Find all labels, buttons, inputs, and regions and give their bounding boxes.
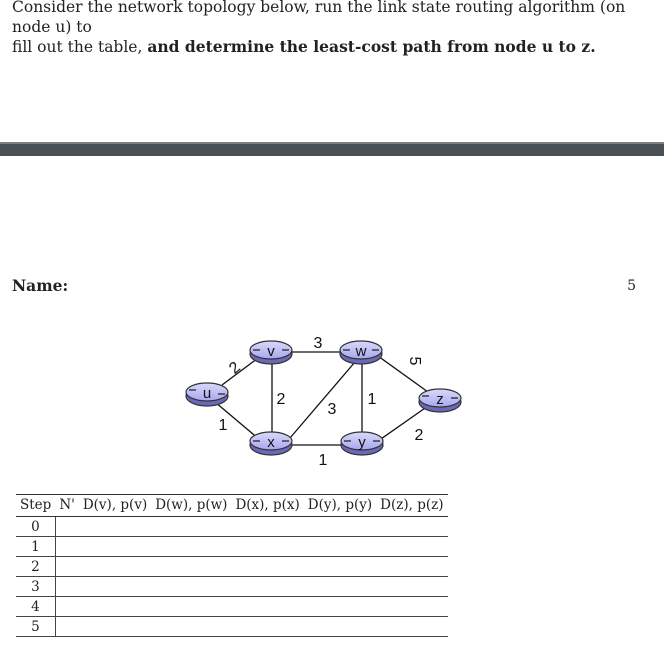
nprime-cell[interactable] [55,517,79,537]
x-cell[interactable] [231,537,303,557]
table-row [16,577,448,597]
nprime-cell[interactable] [55,537,79,557]
y-cell[interactable] [304,537,376,557]
cost-u-x: 1 [218,417,228,434]
cost-x-y: 1 [318,452,328,469]
z-cell[interactable] [376,577,447,597]
nprime-cell[interactable] [55,617,79,637]
col-z: D(z), p(z) [376,495,447,517]
table-row [16,557,448,577]
table-row [16,537,448,557]
nprime-cell[interactable] [55,577,79,597]
edge-x-w [290,362,355,438]
z-cell[interactable] [376,517,447,537]
cost-v-w: 3 [313,335,323,352]
w-cell[interactable] [151,577,231,597]
y-cell[interactable] [304,557,376,577]
nprime-cell[interactable] [55,557,79,577]
col-nprime: N' [55,495,79,517]
x-cell[interactable] [231,577,303,597]
question-line-1: Consider the network topology below, run the link state routing algorithm (on node u) to [12,0,626,36]
question-line-2-bold: and determine the least-cost path from node u to z. [147,37,596,56]
col-v: D(v), p(v) [79,495,151,517]
y-cell[interactable] [304,617,376,637]
table-row [16,517,448,537]
cost-w-z: 5 [406,356,423,366]
router-u-label: u [202,385,212,402]
name-label: Name: [12,276,69,295]
table-row [16,617,448,637]
w-cell[interactable] [151,537,231,557]
col-x: D(x), p(x) [231,495,303,517]
step-cell: 5 [16,617,55,637]
table-row [16,597,448,617]
router-z-label: z [436,391,444,408]
w-cell[interactable] [151,597,231,617]
step-cell: 1 [16,537,55,557]
col-step: Step [16,495,55,517]
cost-u-v: 2 [226,358,244,378]
z-cell[interactable] [376,617,447,637]
v-cell[interactable] [79,537,151,557]
v-cell[interactable] [79,597,151,617]
step-cell: 4 [16,597,55,617]
y-cell[interactable] [304,517,376,537]
nprime-cell[interactable] [55,597,79,617]
y-cell[interactable] [304,577,376,597]
z-cell[interactable] [376,557,447,577]
w-cell[interactable] [151,517,231,537]
step-cell: 0 [16,517,55,537]
x-cell[interactable] [231,617,303,637]
cost-w-y: 1 [367,391,377,408]
cost-y-z: 2 [414,427,424,444]
question-line-2-plain: fill out the table, [12,38,148,56]
w-cell[interactable] [151,557,231,577]
w-cell[interactable] [151,617,231,637]
v-cell[interactable] [79,517,151,537]
step-cell: 3 [16,577,55,597]
router-v-label: v [267,343,275,360]
router-w-label: w [355,343,367,360]
step-cell: 2 [16,557,55,577]
v-cell[interactable] [79,557,151,577]
router-y-label: y [358,434,366,451]
x-cell[interactable] [231,557,303,577]
z-cell[interactable] [376,537,447,557]
router-x-label: x [267,434,275,451]
cost-x-w: 3 [327,401,337,418]
cost-v-x: 2 [276,391,286,408]
y-cell[interactable] [304,597,376,617]
table-header-row [16,495,448,517]
col-y: D(y), p(y) [304,495,376,517]
col-w: D(w), p(w) [151,495,231,517]
v-cell[interactable] [79,577,151,597]
link-state-table [16,494,448,637]
x-cell[interactable] [231,517,303,537]
points-label: 5 [627,278,636,294]
v-cell[interactable] [79,617,151,637]
x-cell[interactable] [231,597,303,617]
z-cell[interactable] [376,597,447,617]
